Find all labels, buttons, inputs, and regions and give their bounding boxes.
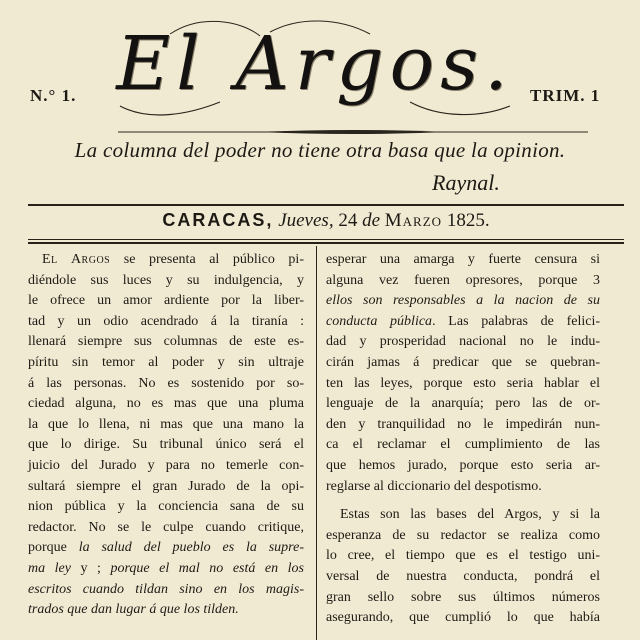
text-line: esperanza de su redactor se realiza como xyxy=(326,527,600,543)
dateline-rule-thin xyxy=(28,239,624,240)
text-line: la que lo llena, ni mas que una mano la xyxy=(28,416,304,432)
text-line: lenguaje de la anarquía; pero las de or- xyxy=(326,396,600,412)
text-line: porque la salud del pueblo es la supre- xyxy=(28,540,304,556)
text-line: ciedad alguna, no es mas que una pluma xyxy=(28,396,304,412)
text-line: dad y prosperidad nacional no le indu- xyxy=(326,334,600,350)
text-line: ma ley y ; porque el mal no está en los xyxy=(28,560,304,576)
left-column xyxy=(28,250,304,621)
dateline-day: Jueves, xyxy=(278,210,334,231)
dateline-date-number: 24 xyxy=(338,210,358,231)
text-line: diéndole sus luces y su indulgencia, y xyxy=(28,272,304,288)
motto: La columna del poder no tiene otra basa que la opinion. xyxy=(74,138,566,162)
ornamental-rule-icon xyxy=(118,128,588,136)
dateline-month: Marzo xyxy=(384,210,443,231)
text-line: escritos cuando tildan sino en los magis- xyxy=(28,581,304,597)
dateline-de: de xyxy=(362,210,381,231)
header-rule xyxy=(28,204,624,206)
text-line: cirán jamas á predicar que se quebran- xyxy=(326,354,600,370)
right-column xyxy=(326,250,600,629)
text-line: redactor. No se le culpe cuando critique, xyxy=(28,519,304,535)
newspaper-title: El Argos. xyxy=(116,21,514,107)
text-line: asegurando, que cumplió lo que había xyxy=(326,610,600,626)
text-line: que hemos jurado, porque esto seria ar- xyxy=(326,457,600,473)
text-line: esperar una amarga y fuerte censura si xyxy=(326,252,600,267)
text-line: ellos son responsables a la nacion de su xyxy=(326,293,600,309)
text-line: le ofrece un amor ardiente por la liber- xyxy=(28,293,304,309)
text-line: den y tranquilidad no le impedirán nun- xyxy=(326,416,600,432)
text-line: ten las leyes, porque esto seria hablar el xyxy=(326,375,600,391)
text-line: reglarse al diccionario del despotismo. xyxy=(326,478,542,494)
dateline-year: 1825. xyxy=(446,210,490,231)
text-line: Estas son las bases del Argos, y si la xyxy=(340,507,600,523)
text-line: conducta pública. Las palabras de felici- xyxy=(326,313,601,329)
column-divider xyxy=(316,246,317,640)
motto-author: Raynal. xyxy=(432,170,500,195)
text-line: á las personas. No es sostenido por so- xyxy=(28,375,304,391)
dateline-rule-thick xyxy=(28,242,624,244)
masthead-flourish-icon xyxy=(110,14,520,126)
issue-number: N.° 1. xyxy=(30,86,77,105)
text-line: píritu sin temor al poder y sin ultraje xyxy=(28,354,304,370)
text-line: ca el reclamar el cumplimiento de las xyxy=(326,437,600,453)
text-line: tad y un odio acendrado á la tiranía : xyxy=(28,313,304,329)
text-line: versal de nuestra conducta, pondrá el xyxy=(326,568,600,584)
text-line: sultará siempre el gran Jurado de la opi- xyxy=(28,478,304,494)
text-line: gran sello sobre sus últimos números xyxy=(326,589,600,605)
paragraph-spacer xyxy=(326,497,600,505)
text-line: que lo dirige. Su tribunal único será el xyxy=(28,437,304,453)
text-line: trados que dan lugar á que los tilden. xyxy=(28,602,239,618)
text-line: nion pública y la conciencia sana de su xyxy=(28,499,304,515)
text-line: llenará siempre sus columnas de este es- xyxy=(28,334,304,350)
text-line: alguna vez fueren opresores, porque 3 xyxy=(326,272,600,288)
dateline-city: CARACAS, xyxy=(162,210,274,230)
masthead xyxy=(110,14,520,126)
dateline xyxy=(28,210,624,232)
text-line: El Argos se presenta al público pi- xyxy=(42,252,304,267)
text-line: lo cree, el tiempo que es el testigo uni- xyxy=(326,548,600,564)
trimester-label: TRIM. 1 xyxy=(530,86,601,105)
text-line: juicio del Jurado y para no temerle con- xyxy=(28,457,304,473)
